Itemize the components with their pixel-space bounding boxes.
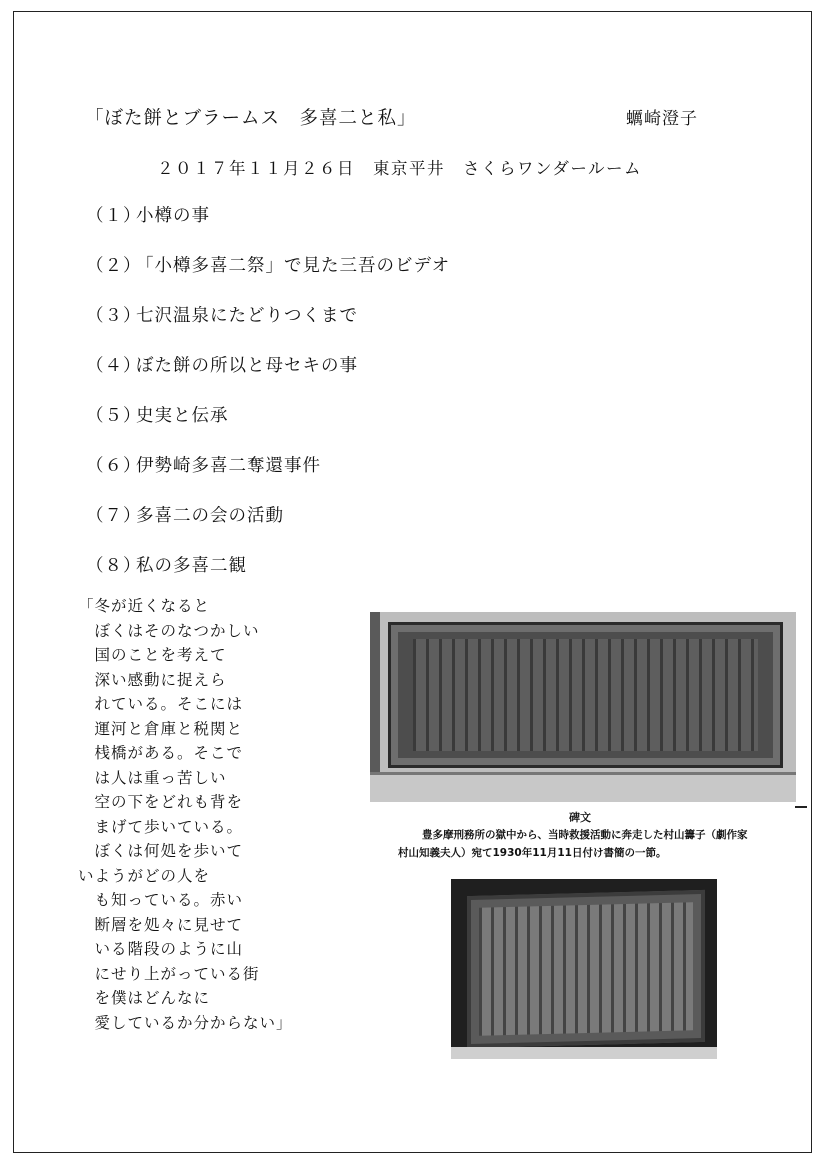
toc-item-label: 小樽の事 <box>136 206 210 226</box>
inscription-plaque <box>388 622 783 768</box>
table-of-contents <box>86 204 450 604</box>
monument-base <box>370 772 796 802</box>
poem-line: 空の下をどれも背を <box>78 793 244 811</box>
poem-line: 桟橋がある。そこで <box>78 744 244 762</box>
toc-item <box>86 454 450 504</box>
toc-item <box>86 354 450 404</box>
toc-item-number: （８） <box>86 556 142 576</box>
poem-line: も知っている。赤い <box>78 891 244 909</box>
document-title: 「ぼた餅とブラームス 多喜二と私」 <box>85 108 417 129</box>
toc-item-label: 「小樽多喜二祭」で見た三吾のビデオ <box>136 256 451 276</box>
poem-line: にせり上がっている街 <box>78 964 260 983</box>
toc-item-label: 多喜二の会の活動 <box>136 506 284 526</box>
event-info: ２０１７年１１月２６日 東京平井 さくらワンダールーム <box>157 159 643 178</box>
toc-item-number: （４） <box>86 356 142 376</box>
photo-caption-line: 豊多摩刑務所の獄中から、当時救援活動に奔走した村山籌子（劇作家 <box>422 829 748 841</box>
toc-item-number: （６） <box>86 456 142 476</box>
monument-stone <box>467 890 705 1048</box>
poem-line: を僕はどんなに <box>78 989 211 1007</box>
photo-bottom-edge <box>451 1047 717 1059</box>
toc-item-label: 七沢温泉にたどりつくまで <box>136 306 358 326</box>
poem-line: は人は重っ苦しい <box>78 768 227 787</box>
toc-item-number: （２） <box>86 256 142 276</box>
toc-item <box>86 204 450 254</box>
toc-item <box>86 254 450 304</box>
poem-line: いようがどの人を <box>78 866 211 885</box>
toc-item-number: （１） <box>86 206 142 226</box>
toc-item <box>86 304 450 354</box>
toc-item-label: ぼた餅の所以と母セキの事 <box>136 356 358 376</box>
poem-line: 愛しているか分からない」 <box>78 1013 293 1032</box>
toc-item-label: 私の多喜二観 <box>136 556 247 576</box>
poem-line: 運河と倉庫と税関と <box>78 719 244 738</box>
poem-line: 深い感動に捉えら <box>78 670 227 689</box>
toc-item-label: 伊勢崎多喜二奪還事件 <box>136 456 321 476</box>
photo-caption-title: 碑文 <box>569 811 591 824</box>
poem-quote <box>78 594 293 1035</box>
photo-caption-line: 村山知義夫人）宛て1930年11月11日付け書簡の一節。 <box>398 847 667 859</box>
poem-line: いる階段のように山 <box>78 940 244 958</box>
poem-line: ぼくは何処を歩いて <box>78 842 244 860</box>
toc-item-number: （５） <box>86 406 142 426</box>
toc-item-number: （７） <box>86 506 142 526</box>
monument-photo-wide <box>370 612 796 802</box>
poem-line: ぼくはそのなつかしい <box>78 621 260 640</box>
toc-item <box>86 404 450 454</box>
poem-line: 国のことを考えて <box>78 646 227 664</box>
stone-inscription-texture <box>479 902 693 1036</box>
poem-line: 断層を処々に見せて <box>78 915 244 934</box>
poem-line: れている。そこには <box>78 695 244 713</box>
poem-line: 「冬が近くなると <box>78 597 211 615</box>
margin-mark <box>795 806 807 808</box>
monument-photo-closeup <box>451 879 717 1059</box>
toc-item <box>86 504 450 554</box>
toc-item-number: （３） <box>86 306 142 326</box>
author-name: 蠣崎澄子 <box>626 109 698 129</box>
inscription-texture <box>413 639 758 751</box>
toc-item-label: 史実と伝承 <box>136 406 229 426</box>
poem-line: まげて歩いている。 <box>78 817 244 836</box>
